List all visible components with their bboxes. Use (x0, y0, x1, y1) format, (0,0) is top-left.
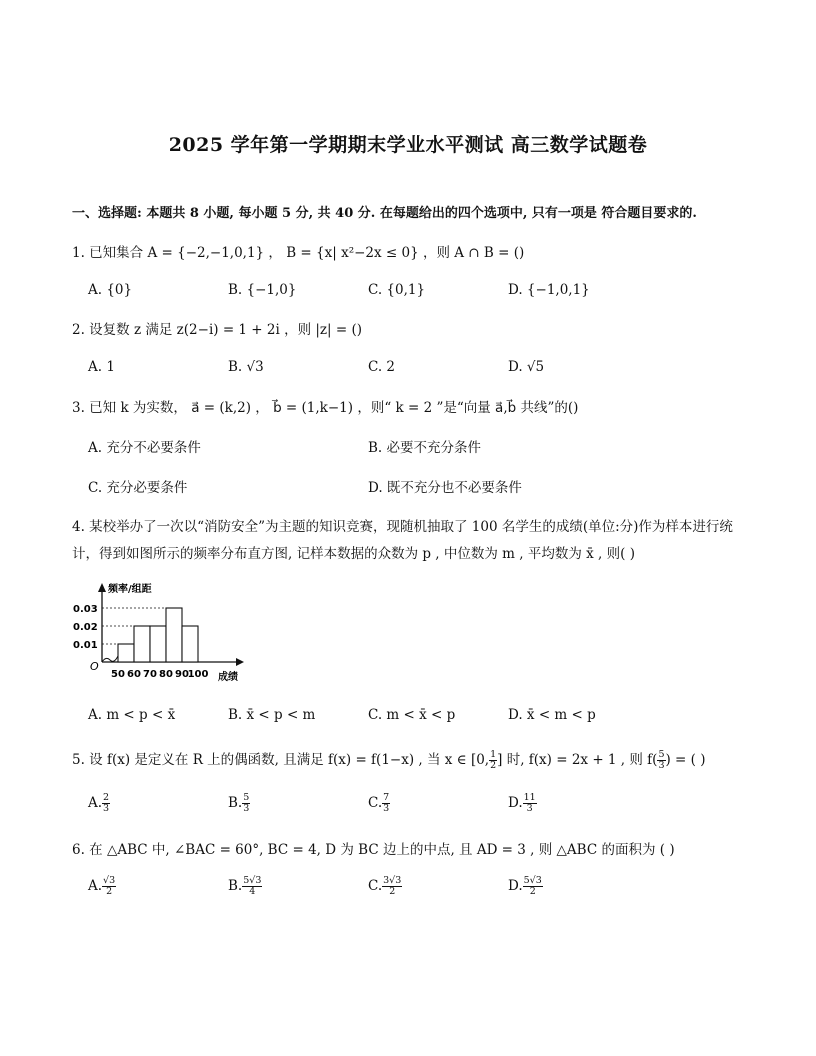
q5-stem-mid: ] 时, f(x) = 2x + 1 , 则 f( (497, 752, 658, 768)
question-1-stem: 1. 已知集合 A = {−2,−1,0,1} ， B = {x| x²−2x ≤ 0} ，则 A ∩ B = () (72, 245, 525, 261)
histogram-bar (182, 626, 198, 662)
q5-option-a[interactable] (88, 793, 110, 814)
q6-option-d[interactable] (508, 876, 543, 897)
q5-option-c-letter: C. (368, 795, 383, 811)
q5-d-den: 3 (526, 803, 533, 814)
q5-c-num: 7 (383, 792, 390, 803)
q1-option-a[interactable]: A. {0} (88, 282, 133, 298)
histogram-bar (118, 644, 134, 662)
histogram-chart (72, 578, 262, 690)
q2-option-b[interactable]: B. √3 (228, 359, 264, 375)
y-axis-arrow (98, 583, 106, 592)
q4-option-c[interactable]: C. m < x̄ < p (368, 707, 456, 723)
q5-frac1-num: 1 (490, 749, 497, 760)
question-4-stem-line2: 计，得到如图所示的频率分布直方图, 记样本数据的众数为 p , 中位数为 m , 平均数为 x̄ , 则( ) (72, 546, 635, 562)
q6-a-num: √3 (103, 875, 116, 886)
q6-option-b-letter: B. (228, 878, 243, 894)
q5-stem-pre: 5. 设 f(x) 是定义在 R 上的偶函数, 且满足 f(x) = f(1−x) , 当 x ∈ [0, (72, 752, 490, 768)
x-axis-arrow (236, 658, 244, 666)
q6-a-den: 2 (106, 886, 113, 897)
q5-option-a-letter: A. (88, 795, 103, 811)
q5-option-c[interactable] (368, 793, 390, 814)
q6-option-c-letter: C. (368, 878, 383, 894)
x-tick-label: 60 (127, 669, 141, 680)
x-tick-label: 90 (175, 669, 189, 680)
page-title: 2025 学年第一学期期末学业水平测试 高三数学试题卷 (168, 134, 648, 156)
y-axis-label: 频率/组距 (108, 584, 152, 595)
q2-option-c[interactable]: C. 2 (368, 359, 396, 375)
q1-option-c[interactable]: C. {0,1} (368, 282, 426, 298)
q5-b-den: 3 (243, 803, 250, 814)
q5-c-den: 3 (383, 803, 390, 814)
q6-option-d-fraction (523, 876, 543, 897)
q5-frac1-den: 2 (490, 760, 497, 771)
x-tick-label: 70 (143, 669, 157, 680)
q5-option-a-fraction (102, 793, 110, 814)
y-tick-label: 0.03 (73, 604, 98, 615)
q5-a-den: 3 (103, 803, 110, 814)
q2-option-a[interactable]: A. 1 (88, 359, 115, 375)
x-tick-label: 80 (159, 669, 173, 680)
q5-b-num: 5 (243, 792, 250, 803)
x-tick-label: 50 (111, 669, 125, 680)
q6-b-num: 5√3 (243, 875, 262, 886)
q5-stem-fraction-2 (657, 750, 665, 771)
q6-option-d-letter: D. (508, 878, 523, 894)
q6-option-a[interactable] (88, 876, 116, 897)
question-5-stem (72, 748, 706, 771)
q5-option-d-letter: D. (508, 795, 523, 811)
chart-layer (73, 582, 244, 683)
q3-option-c[interactable]: C. 充分必要条件 (88, 480, 188, 496)
q5-frac2-num: 5 (658, 749, 665, 760)
q5-option-d[interactable] (508, 793, 537, 814)
y-tick-label: 0.02 (73, 622, 98, 633)
axis-break (102, 656, 118, 662)
q3-option-d[interactable]: D. 既不充分也不必要条件 (368, 480, 522, 496)
q5-stem-fraction-1 (489, 750, 497, 771)
x-tick-label: 100 (187, 669, 209, 680)
q6-option-a-fraction (102, 876, 116, 897)
q6-option-c-fraction (382, 876, 402, 897)
q5-option-c-fraction (382, 793, 390, 814)
q5-d-num: 11 (523, 792, 536, 803)
q1-option-b[interactable]: B. {−1,0} (228, 282, 297, 298)
histogram-bar (134, 626, 150, 662)
y-tick-label: 0.01 (73, 640, 98, 651)
q6-c-den: 2 (389, 886, 396, 897)
q4-option-b[interactable]: B. x̄ < p < m (228, 707, 316, 723)
q6-d-den: 2 (529, 886, 536, 897)
q5-option-b[interactable] (228, 793, 250, 814)
q3-option-b[interactable]: B. 必要不充分条件 (368, 440, 482, 456)
q5-option-b-fraction (242, 793, 250, 814)
q4-option-a[interactable]: A. m < p < x̄ (88, 707, 176, 723)
question-4-stem-line1: 4. 某校举办了一次以“消防安全”为主题的知识竞赛，现随机抽取了 100 名学生的成绩(单位:分)作为样本进行统 (72, 519, 733, 535)
histogram-bar (166, 608, 182, 662)
origin-label: O (90, 660, 99, 673)
q5-option-d-fraction (523, 793, 537, 814)
question-3-stem: 3. 已知 k 为实数， a⃗ = (k,2) ， b⃗ = (1,k−1) ，则“ k = 2 ”是“向量 a⃗,b⃗ 共线”的() (72, 400, 579, 416)
q6-c-num: 3√3 (383, 875, 402, 886)
section-heading: 一、选择题: 本题共 8 小题, 每小题 5 分, 共 40 分. 在每题给出的四个选项中, 只有一项是 符合题目要求的. (72, 206, 697, 221)
q6-option-b[interactable] (228, 876, 262, 897)
q4-option-d[interactable]: D. x̄ < m < p (508, 707, 596, 723)
q5-a-num: 2 (103, 792, 110, 803)
q5-stem-post: ) = ( ) (665, 752, 706, 768)
q1-option-d[interactable]: D. {−1,0,1} (508, 282, 590, 298)
q3-option-a[interactable]: A. 充分不必要条件 (88, 440, 201, 456)
q6-option-b-fraction (242, 876, 262, 897)
q5-frac2-den: 3 (658, 760, 665, 771)
question-6-stem: 6. 在 △ABC 中, ∠BAC = 60°, BC = 4, D 为 BC 边上的中点, 且 AD = 3 , 则 △ABC 的面积为 ( ) (72, 842, 675, 858)
q6-b-den: 4 (249, 886, 256, 897)
histogram-bar (150, 626, 166, 662)
x-axis-label: 成绩 (218, 672, 238, 683)
q5-option-b-letter: B. (228, 795, 243, 811)
q6-option-a-letter: A. (88, 878, 103, 894)
q6-d-num: 5√3 (523, 875, 542, 886)
question-2-stem: 2. 设复数 z 满足 z(2−i) = 1 + 2i ，则 |z| = () (72, 322, 363, 338)
q6-option-c[interactable] (368, 876, 402, 897)
q2-option-d[interactable]: D. √5 (508, 359, 545, 375)
